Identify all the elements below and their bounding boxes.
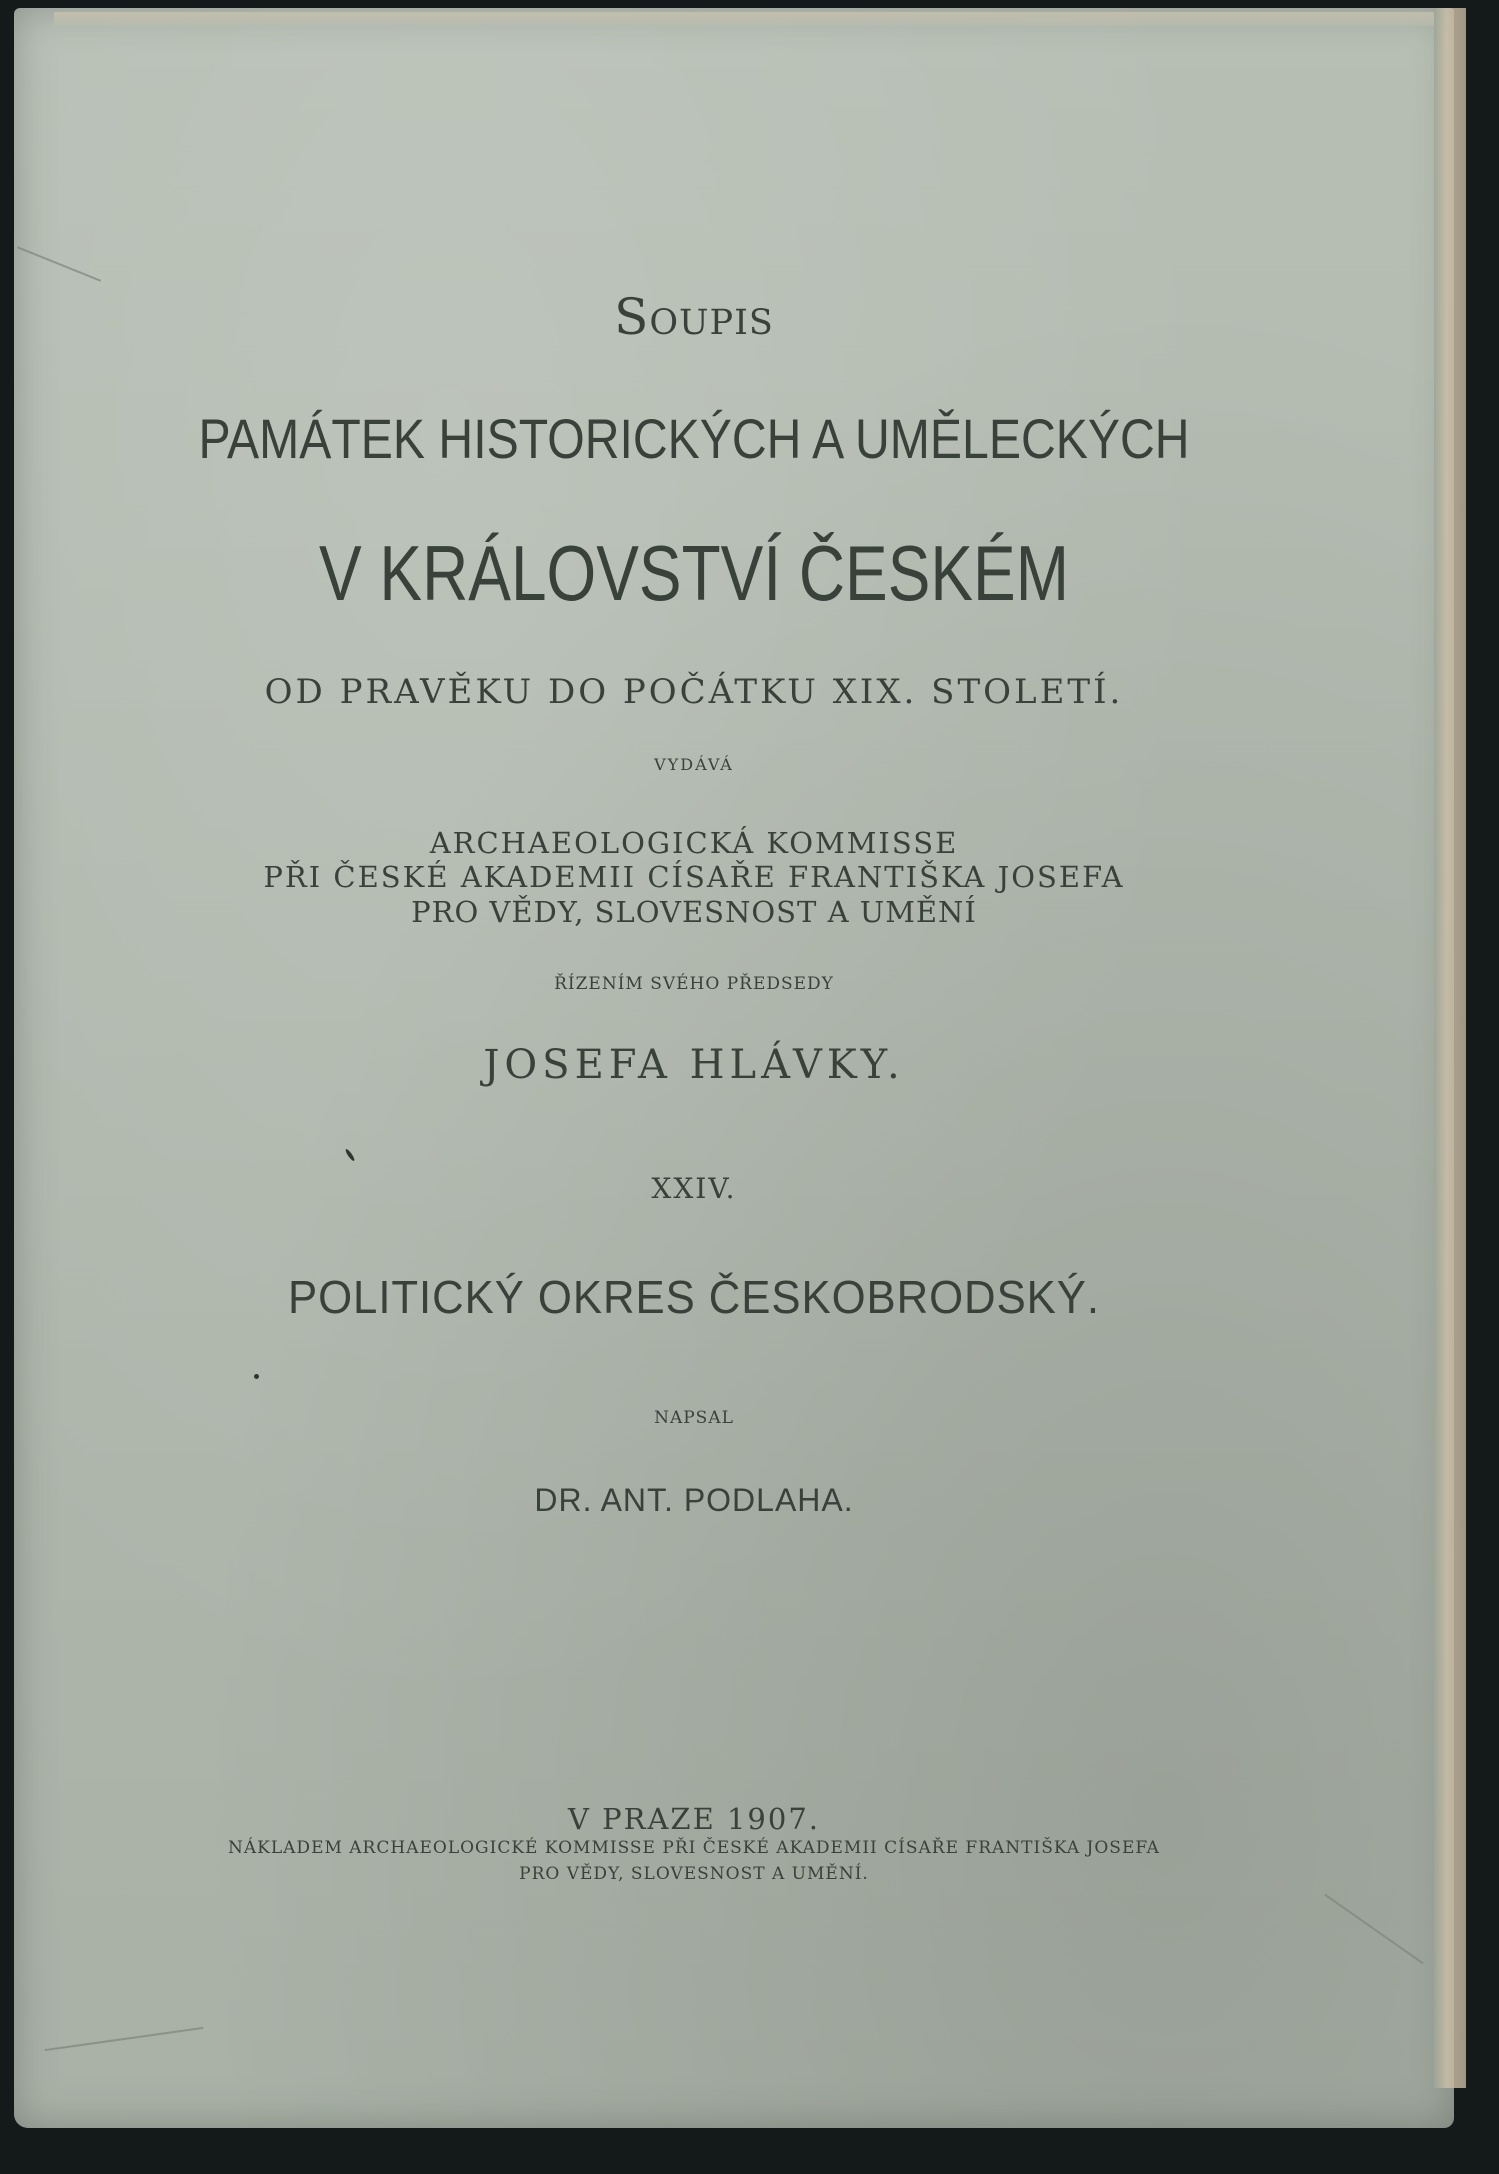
direction-label: ŘÍZENÍM SVÉHO PŘEDSEDY — [554, 974, 834, 994]
publisher-line-1: ARCHAEOLOGICKÁ KOMMISSE — [429, 826, 959, 860]
paper-tear — [1324, 1894, 1423, 1964]
vydava-label: VYDÁVÁ — [654, 755, 734, 774]
series-title: Soupis — [614, 288, 774, 346]
period-line: OD PRAVĚKU DO POČÁTKU XIX. STOLETÍ. — [264, 672, 1124, 712]
place-year: V PRAZE 1907. — [567, 1802, 820, 1836]
cover-right-edge — [1434, 8, 1466, 2088]
imprint-line-1: NÁKLADEM ARCHAEOLOGICKÉ KOMMISSE PŘI ČESKÉ AKADEMII CÍSAŘE FRANTIŠKA JOSEFA — [228, 1838, 1160, 1858]
publisher-line-3: PRO VĚDY, SLOVESNOST A UMĚNÍ — [411, 895, 977, 929]
ink-speck — [254, 1374, 259, 1379]
cover-paper — [14, 8, 1454, 2128]
ink-speck — [344, 1148, 355, 1162]
cover-top-edge — [54, 12, 1434, 26]
imprint-line-2: PRO VĚDY, SLOVESNOST A UMĚNÍ. — [519, 1864, 869, 1884]
written-by-label: NAPSAL — [654, 1408, 734, 1428]
author-name: DR. ANT. PODLAHA. — [534, 1482, 854, 1518]
paper-tear — [17, 246, 101, 282]
volume-number: XXIV. — [651, 1172, 737, 1205]
district-title: POLITICKÝ OKRES ČESKOBRODSKÝ. — [288, 1271, 1100, 1323]
subject-line-1: PAMÁTEK HISTORICKÝCH A UMĚLECKÝCH — [198, 407, 1190, 470]
chairman-name: JOSEFA HLÁVKY. — [483, 1042, 905, 1088]
subject-line-2: V KRÁLOVSTVÍ ČESKÉM — [319, 529, 1069, 617]
publisher-line-2: PŘI ČESKÉ AKADEMII CÍSAŘE FRANTIŠKA JOSEFA — [263, 860, 1125, 894]
paper-tear — [45, 2027, 204, 2051]
